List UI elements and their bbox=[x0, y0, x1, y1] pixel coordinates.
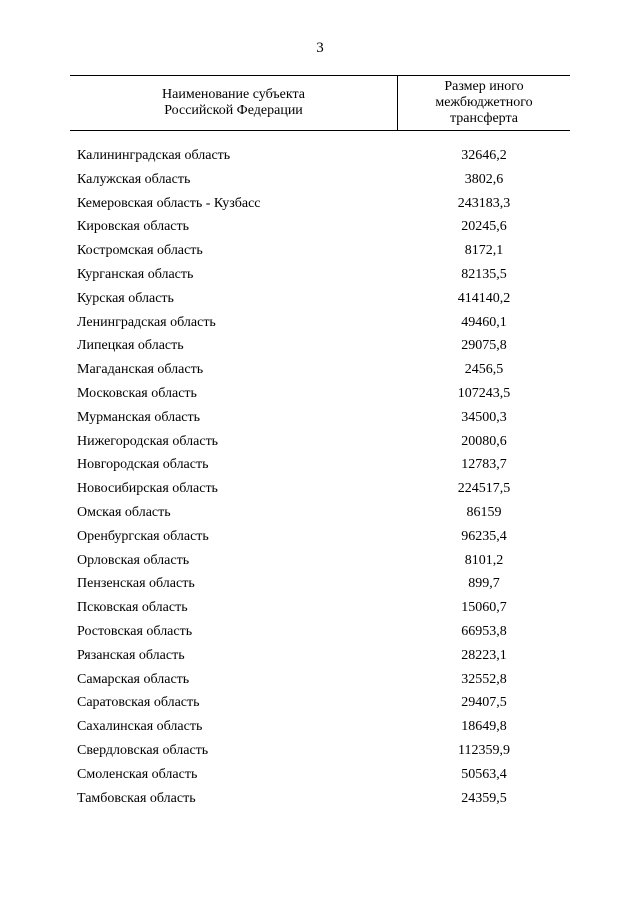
transfer-amount: 12783,7 bbox=[461, 457, 507, 473]
table-row bbox=[0, 549, 640, 573]
transfer-amount: 20245,6 bbox=[461, 219, 507, 235]
table-row bbox=[0, 144, 640, 168]
subject-name: Липецкая область bbox=[77, 338, 184, 354]
transfer-amount: 66953,8 bbox=[461, 623, 507, 639]
table-row bbox=[0, 477, 640, 501]
transfer-amount: 32552,8 bbox=[461, 671, 507, 687]
subject-name: Саратовская область bbox=[77, 695, 200, 711]
table-row bbox=[0, 239, 640, 263]
table-row bbox=[0, 715, 640, 739]
transfer-amount: 29075,8 bbox=[461, 338, 507, 354]
transfer-amount: 18649,8 bbox=[461, 719, 507, 735]
table-row bbox=[0, 406, 640, 430]
subject-name: Оренбургская область bbox=[77, 528, 209, 544]
subject-name: Калужская область bbox=[77, 171, 191, 187]
subject-name: Костромская область bbox=[77, 243, 203, 259]
table-row bbox=[0, 263, 640, 287]
transfer-amount: 20080,6 bbox=[461, 433, 507, 449]
table-row bbox=[0, 430, 640, 454]
subject-name: Калининградская область bbox=[77, 148, 231, 163]
transfer-amount: 8172,1 bbox=[464, 243, 504, 259]
table-row bbox=[0, 501, 640, 525]
transfer-amount: 34500,3 bbox=[461, 409, 507, 425]
transfer-amount: 49460,1 bbox=[461, 314, 507, 330]
table-row bbox=[0, 691, 640, 715]
header-transfer-amount: Размер иного межбюджетного трансферта bbox=[435, 79, 533, 126]
transfer-amount: 96235,4 bbox=[461, 528, 507, 544]
transfer-amount: 32646,2 bbox=[461, 148, 507, 163]
transfer-amount: 29407,5 bbox=[461, 695, 507, 711]
table-row bbox=[0, 192, 640, 216]
table-row bbox=[0, 644, 640, 668]
subject-name: Пензенская область bbox=[77, 576, 195, 592]
subject-name: Мурманская область bbox=[77, 409, 201, 425]
transfer-amount: 2456,5 bbox=[464, 362, 504, 378]
table-row bbox=[0, 620, 640, 644]
table-row bbox=[0, 334, 640, 358]
table-row bbox=[0, 787, 640, 811]
table-row bbox=[0, 287, 640, 311]
table-row bbox=[0, 739, 640, 763]
subject-name: Тамбовская область bbox=[77, 790, 196, 806]
transfer-amount: 24359,5 bbox=[461, 790, 507, 806]
subject-name: Рязанская область bbox=[77, 647, 185, 663]
table-row bbox=[0, 525, 640, 549]
subject-name: Кировская область bbox=[77, 219, 190, 235]
subject-name: Курская область bbox=[77, 290, 174, 306]
transfer-amount: 15060,7 bbox=[461, 600, 507, 616]
transfer-amount: 28223,1 bbox=[461, 647, 507, 663]
table-row bbox=[0, 668, 640, 692]
table-row bbox=[0, 596, 640, 620]
table-row bbox=[0, 453, 640, 477]
subject-name: Новосибирская область bbox=[77, 481, 218, 497]
transfer-amount: 8101,2 bbox=[464, 552, 504, 568]
subject-name: Смоленская область bbox=[77, 766, 198, 782]
table-header bbox=[70, 75, 570, 131]
page-number: 3 bbox=[316, 40, 324, 56]
transfer-amount: 112359,9 bbox=[458, 742, 510, 758]
transfer-amount: 107243,5 bbox=[457, 385, 511, 401]
transfer-amount: 224517,5 bbox=[457, 481, 511, 497]
subject-name: Сахалинская область bbox=[77, 719, 203, 735]
subject-name: Кемеровская область - Кузбасс bbox=[77, 195, 261, 211]
transfer-amount: 86159 bbox=[466, 504, 502, 520]
subject-name: Ростовская область bbox=[77, 623, 193, 639]
table-row bbox=[0, 382, 640, 406]
header-subject-name: Наименование субъекта Российской Федерации bbox=[162, 87, 305, 118]
transfer-amount: 50563,4 bbox=[461, 766, 507, 782]
transfer-amount: 899,7 bbox=[468, 576, 500, 592]
subject-name: Московская область bbox=[77, 385, 197, 401]
subject-name: Магаданская область bbox=[77, 362, 204, 378]
subject-name: Свердловская область bbox=[77, 742, 209, 758]
table-row bbox=[0, 168, 640, 192]
transfer-amount: 3802,6 bbox=[464, 171, 504, 187]
subject-name: Псковская область bbox=[77, 600, 188, 616]
table-row bbox=[0, 358, 640, 382]
table-row bbox=[0, 215, 640, 239]
subject-name: Новгородская область bbox=[77, 457, 209, 473]
subject-name: Курганская область bbox=[77, 266, 194, 282]
subject-name: Самарская область bbox=[77, 671, 190, 687]
transfer-amount: 414140,2 bbox=[457, 290, 511, 306]
subject-name: Омская область bbox=[77, 504, 171, 520]
subject-name: Орловская область bbox=[77, 552, 190, 568]
subject-name: Ленинградская область bbox=[77, 314, 216, 330]
table-body bbox=[0, 144, 640, 810]
transfer-amount: 82135,5 bbox=[461, 266, 507, 282]
table-row bbox=[0, 763, 640, 787]
table-row bbox=[0, 311, 640, 335]
transfer-amount: 243183,3 bbox=[457, 195, 511, 211]
table-row bbox=[0, 572, 640, 596]
subject-name: Нижегородская область bbox=[77, 433, 219, 449]
